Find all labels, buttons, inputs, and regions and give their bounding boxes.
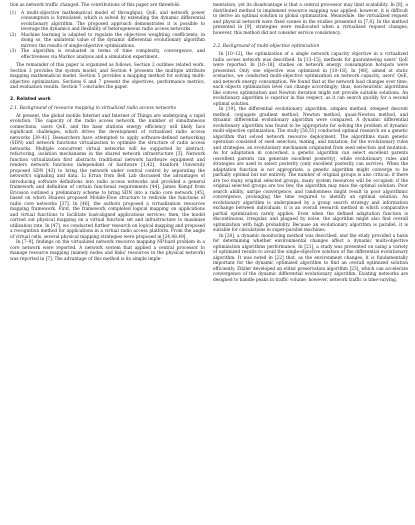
subsection-heading: 2.1. Background of resource mapping in virtualized radio access networks (10, 105, 176, 111)
list-item (10, 11, 205, 33)
body-paragraph: In [10–12], the optimization of a single network capacity objective in a virtualized radio access network was described. In [13–15], methods for guaranteeing users' QoE were reported. In [16–18], studies on network energy consumption hotspots were presented. Only one objective was optimized in [10–18]. In [48], aimed at static scenarios, we conducted multi-objective optimization on network capacity, users' QoE, and network energy consumption. We found that at the network load changes over time, each objects optimization level can change accordingly; thus, non-heuristic algorithms like convex optimization and Newton iteration might not provide suitable solutions. An evolutionary algorithm is superior in this respect, as it can search quickly for a second optimal solution. (213, 52, 408, 107)
list-item-text: Machine learning is adapted to regulate the objectives weighting coefficients; in doing so, the unilateral value of the dynamic differential evolutionary algorithm mirrors the results of single-objective optimizations. (21, 32, 205, 49)
body-paragraph: At present, the global mobile Internet and Internet of Things are undergoing a rapid evolution. The capacity of the radio access network, the number of simultaneous connections, users QoE, and the base stations energy efficiency will likely face significant challenges, which drives the development of virtualized radio access networks [39–41]. Researchers have attempted to apply software-defined networking (SDN) and network functions virtualization to optimize the structure of radio access networks. Multiple concurrent virtual networks will be supported by abstract, refactoring, isolation mechanisms in the shared network infrastructure [3]. Network function virtualization first abstracts traditional network hardware equipment and renders network functions independent of hardware [1,42]. Stanford University proposed SDN [43] to bring the network under central control by separating the network's signaling and data. Li Erran from Bell Lab discussed the advantages of introducing software definitions into radio access networks and provided a general framework and definition of certain functional requirements [44]. James Kempf from Ericsson outlined a preliminary scheme to bring SDN into a radio core network [45], based on which Huawei proposed Mobile-Flow structure to redivide the functions of radio core networks [37]. In [46], the authors proposed a virtualization resources mapping framework. First, the framework completed logical mapping on applications and virtual functions to facilitate load-aligned applications services; then, the model carried out physical mapping on a virtual function set and infrastructure to maximize utilization rate. In [47], we conducted further research on logical mapping and proposed a recognition method for applications in a virtual radio access platform. From the angle of virtual cells, several physical mapping strategies were proposed in [24,48,49]. (10, 113, 205, 240)
list-item-number: (3) (10, 49, 17, 54)
body-paragraph: In [20], a dynamic monitoring method was described, and the study provided a basis for determining whether environmental changes affect a dynamic multi-objective optimization algorithms performance. In [21], a study was presented on using a variety of optimized results to avoid the single-objective solution of the differential evolutionary algorithm. It was noted in [22] that, as the environment changes, it is fundamentally important for the dynamic optimized algorithm to find an overall optimized solution efficiently. Zitzler developed an elitist preservation algorithm [23], which can accelerate convergence of the dynamic differential evolutionary algorithm. Existing networks are designed to handle peaks in traffic volume; however, network traffic is time-varying, (213, 233, 408, 283)
left-column (10, 3, 205, 262)
body-paragraph: In [7–9], findings on the virtualized network resource mapping NP-hard problem in a core network were reported. A network system that applied a central processor to manage resource mapping (namely nodes and links' resources in the physical network) was reported in [7]. The advantage of this method is its simple imple- (10, 240, 205, 262)
list-item-number: (2) (10, 32, 17, 38)
list-item (10, 33, 205, 50)
contributions-list (10, 11, 205, 61)
outline-paragraph: The remainder of this paper is organized as follows. Section 2 outlines related work. Section 3 provides the system model, and Section 4 presents the multiple attribute mapping mathematical model. Section 5 provides a mapping method for solving multi-objective optimization. Sections 6 and 7 present the objectives, performance metrics, and evaluation results. Section 7 concludes the paper. (10, 63, 205, 90)
list-item (10, 49, 205, 60)
subsection-heading: 2.2. Background of multi-objective optimization (213, 44, 320, 49)
list-item-number: (1) (10, 10, 17, 16)
body-paragraph: In [19], the differential evolutionary algorithm, simplex method, steepest descent method, conjugate gradient method, Newton method, quasi-Newton method, and dynamic differential evolutionary algorithm were compared. A dynamic differential evolutionary algorithm was found to be appropriate for solving the problem of dynamic multi-objective optimization. The study [50,51] conducted optimal research on a genetic algorithm that solved network resource deployment. The algorithms main genetic operation consisted of seed selection, mating, and mutation; for the evolutionary rules and strategies, an evolutionary mechanism originated from seed selection and mutation. As for adaptation in concerned, a genetic algorithm can select excellent parents (excellent parents can generate excellent posterity), while evolutionary rules and strategies are used to select posterity (only excellent posterity can survive). When the adaptation function is not appropriate, a genetic algorithm might converge to be partially optimal but not entirely. The number of original groups is also critical: if there are too many original selected groups, many system resources will be occupied; if the original selected groups are too few, the algorithm may miss the optimal solution. Poor search ability, unripe convergence, and randomness might result in poor algorithmic convergence, prolonging the time required to identify an optimal solution. An evolutionary algorithm is underpinned by a group search strategy and information exchange between individuals; it is an overall research method in which comparative partial optimization rarely applies. Even when the defined adaptation function is discontinuous, irregular, and plagued by noise, the algorithm might also find overall optimization with high probability. Because an evolutionary algorithm is parallel, it is suitable for calculations in super-parallel machines. (213, 107, 408, 233)
right-column (213, 3, 408, 283)
list-item-text: The algorithm is evaluated in terms of time complexity, convergence, and effectiveness via Markov analysis and a simulation experiment. (21, 49, 205, 60)
body-paragraph: mentation, yet its disadvantage is that a central processor may limit scalability. In [8], a distributed method to implement resource mapping was applied; however, it is difficult to derive an optimal solution in global optimization. Meanwhile, the virtualized request and physical network were fixed scenes in the studies presented in [7,8]. In the method presented in [9], strategies were reallocated when a virtualized request changes; however, this method did not consider service consistency. (213, 3, 408, 36)
intro-line: tion as network traffic changed. The contributions of this paper are threefold: (10, 3, 181, 8)
section-heading: 2. Related work (10, 96, 51, 102)
list-item-text: A multi-objective mathematical model of throughput, QoE, and network power consumption is formulated, which is solved by extending the dynamic differential evolutionary algorithm. The proposed approach demonstrates it is possible to leverage the dynamics and flexibility of heterogeneous radio access networks. (21, 10, 205, 32)
